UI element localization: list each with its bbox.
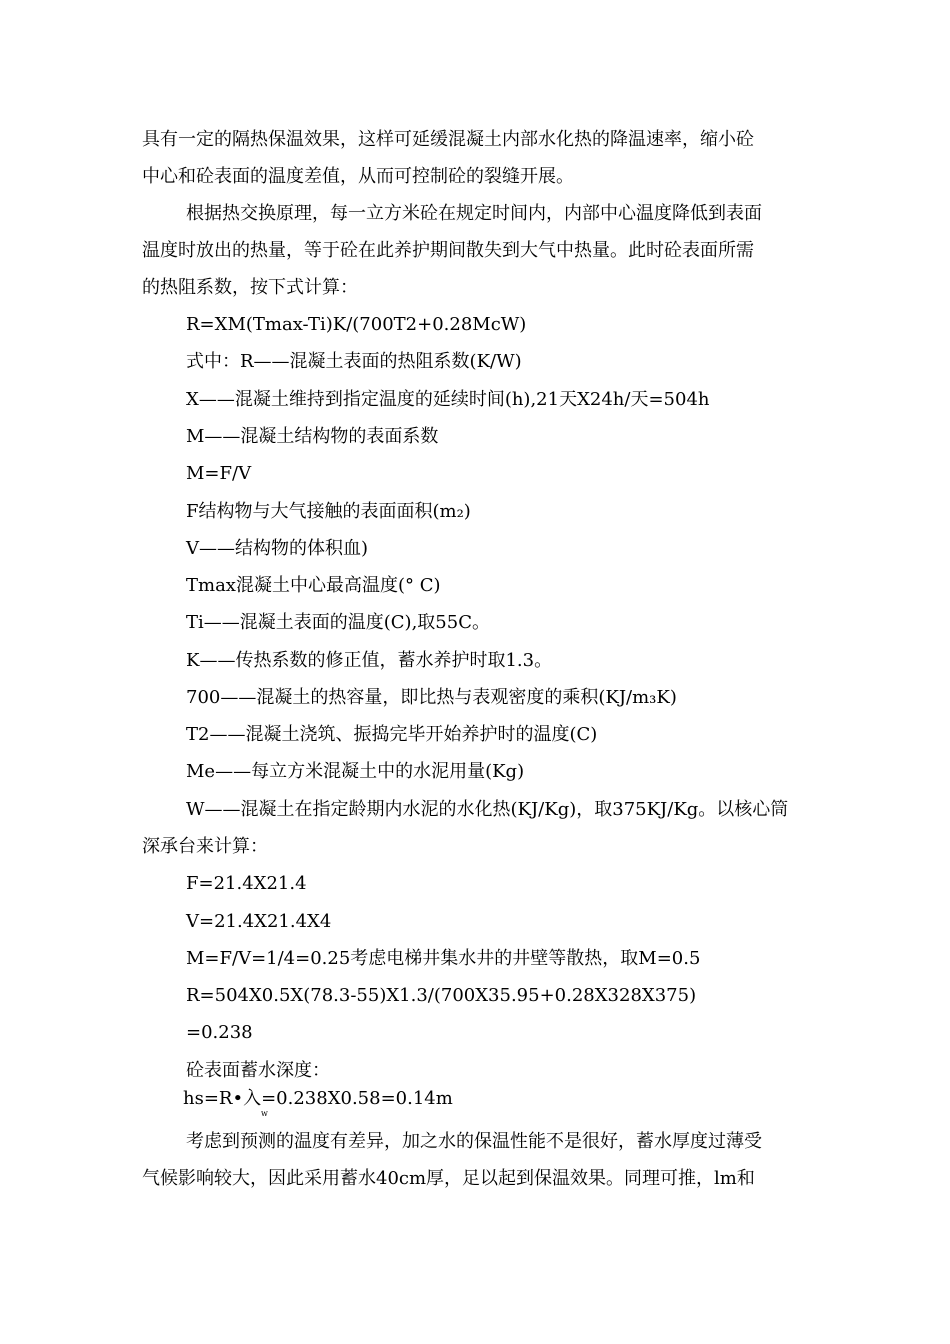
depth-title: 砼表面蓄水深度： [186,1060,330,1081]
definition-x: X——混凝土维持到指定温度的延续时间(h),21天X24h/天=504h [186,389,710,410]
calc-m: M=F/V=1/4=0.25考虑电梯井集水井的井壁等散热，取M=0.5 [186,948,701,969]
paragraph-line: 考虑到预测的温度有差异，加之水的保温性能不是很好，蓄水厚度过薄受 [186,1131,762,1152]
paragraph-line: 气候影响较大，因此采用蓄水40cm厚，足以起到保温效果。同理可推，lm和 [142,1168,755,1189]
definition-tmax: Tmax混凝土中心最高温度(° C) [186,575,441,596]
definition-f: F结构物与大气接触的表面面积(m₂) [186,501,471,522]
definition-m: M——混凝土结构物的表面系数 [186,426,439,447]
definition-r: 式中：R——混凝土表面的热阻系数(K/W) [186,351,522,372]
definition-v: V——结构物的体积血) [186,538,369,559]
calc-v: V=21.4X21.4X4 [186,911,332,932]
calc-r: R=504X0.5X(78.3-55)X1.3/(700X35.95+0.28X328X375) [186,985,697,1006]
paragraph-line: 的热阻系数，按下式计算： [142,277,358,298]
definition-ti: Ti——混凝土表面的温度(C),取55C。 [186,612,490,633]
definition-w: W——混凝土在指定龄期内水泥的水化热(KJ/Kg)，取375KJ/Kg。以核心筒 [186,799,789,820]
paragraph-line: 中心和砼表面的温度差值，从而可控制砼的裂缝开展。 [142,166,574,187]
paragraph-line: 根据热交换原理，每一立方米砼在规定时间内，内部中心温度降低到表面 [186,203,762,224]
formula-hs-subscript: w [261,1109,268,1118]
calc-r-result: =0.238 [186,1022,253,1043]
calc-f: F=21.4X21.4 [186,873,307,894]
definition-k: K——传热系数的修正值，蓄水养护时取1.3。 [186,650,553,671]
formula-m: M=F/V [186,463,252,484]
paragraph-line: 温度时放出的热量，等于砼在此养护期间散失到大气中热量。此时砼表面所需 [142,240,754,261]
paragraph-line: 具有一定的隔热保温效果，这样可延缓混凝土内部水化热的降温速率，缩小砼 [142,129,754,150]
formula-r: R=XM(Tmax-Ti)K/(700T2+0.28McW) [186,314,527,335]
definition-t2: T2——混凝土浇筑、振捣完毕开始养护时的温度(C) [186,724,598,745]
formula-hs: hs=R•入=0.238X0.58=0.14m [183,1088,453,1109]
definition-me: Me——每立方米混凝土中的水泥用量(Kg) [186,761,525,782]
definition-700: 700——混凝土的热容量，即比热与表观密度的乘积(KJ/m₃K) [186,687,677,708]
paragraph-line: 深承台来计算： [142,836,268,857]
